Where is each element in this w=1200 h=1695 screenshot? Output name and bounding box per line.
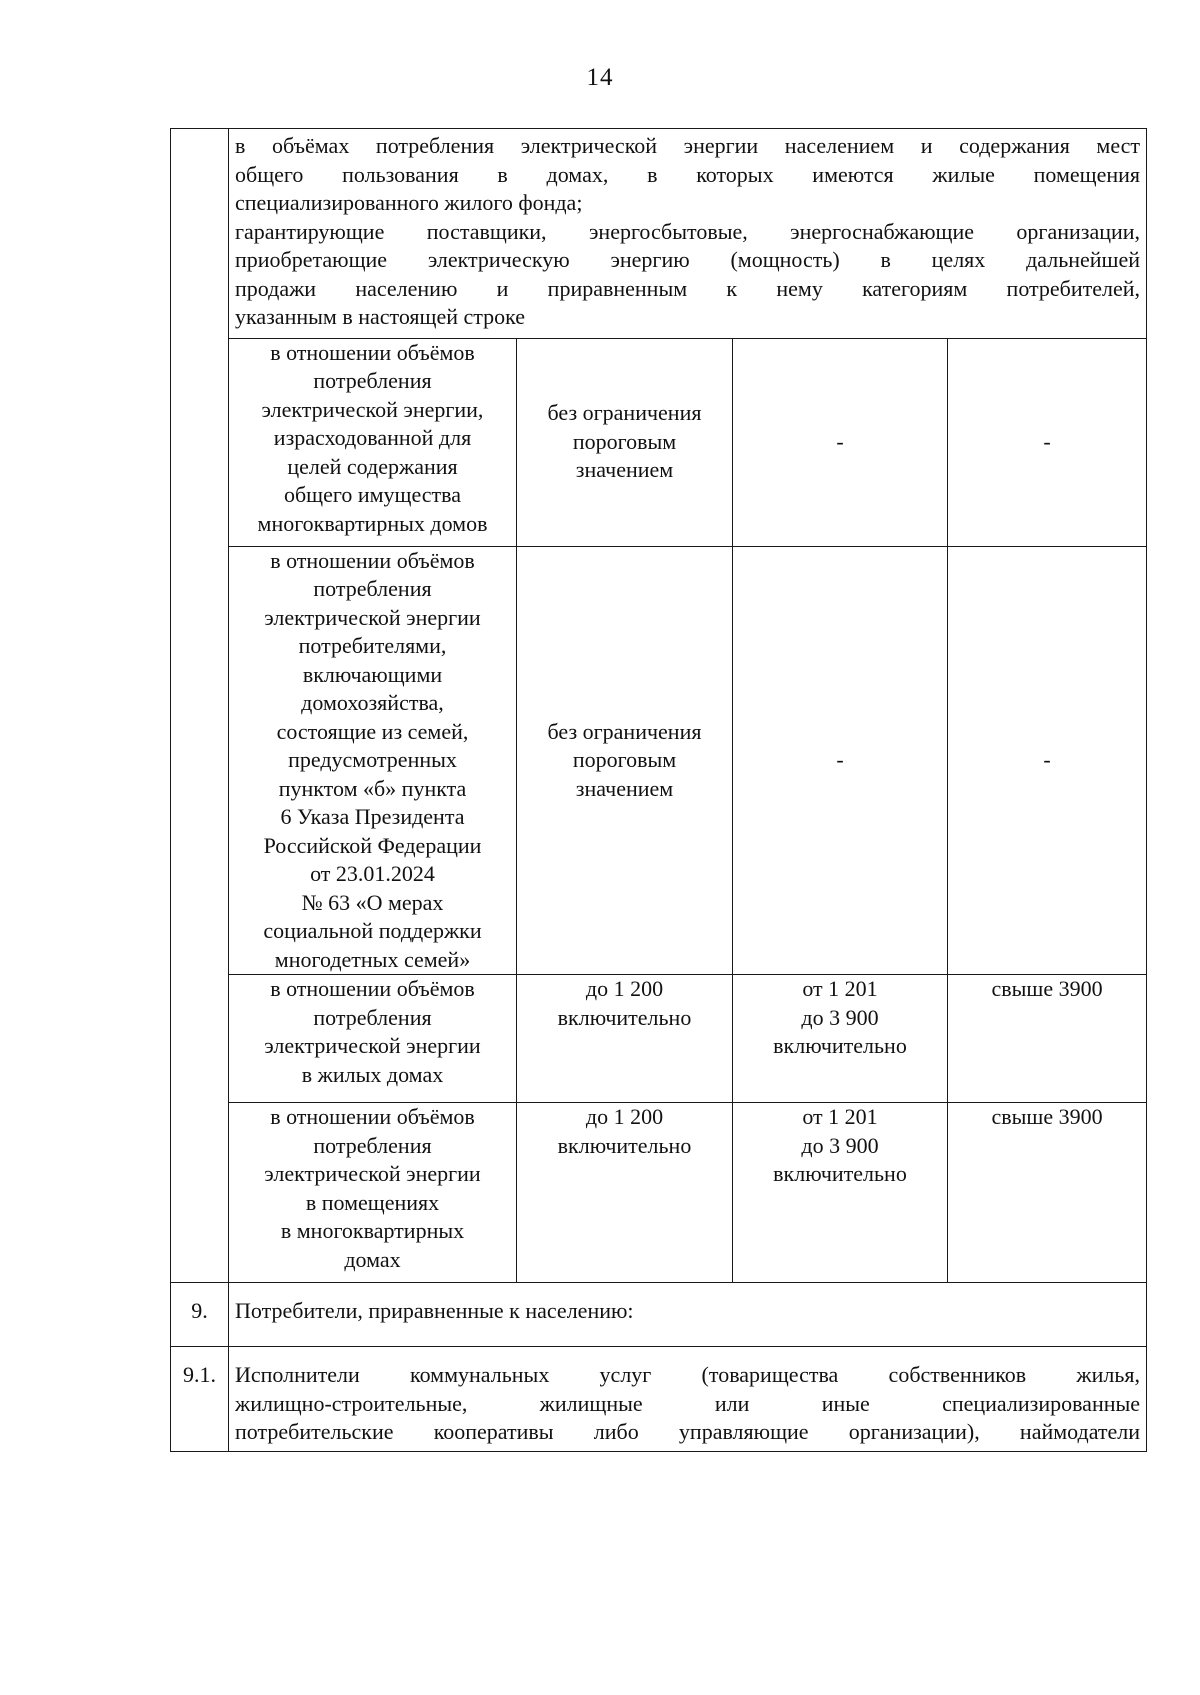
table-row	[171, 546, 1147, 975]
section-line: Исполнители коммунальных услуг (товарищества собственников жилья,	[235, 1362, 1141, 1387]
cell-line: включительно	[557, 1004, 692, 1030]
cell-line: электрической энергии	[264, 1161, 481, 1186]
range1-cell	[517, 338, 733, 546]
intro-line: общего пользования в домах, в которых имеются жилые помещения	[235, 161, 1141, 187]
intro-paragraph	[229, 132, 1146, 332]
cell-line: электрической энергии,	[261, 396, 484, 422]
cell-line: № 63 «О мерах	[301, 889, 444, 915]
cell-line: от 23.01.2024	[310, 861, 435, 886]
section-text-cell	[229, 1347, 1147, 1452]
cell-line: потребителями,	[298, 633, 447, 658]
range2-cell	[733, 338, 948, 546]
range3-cell	[948, 975, 1147, 1103]
range3-cell	[948, 546, 1147, 975]
range2-cell	[733, 1103, 948, 1283]
range1-cell	[517, 546, 733, 975]
cell-line: потребления	[313, 1132, 432, 1158]
cell-line: в отношении объёмов	[270, 1104, 475, 1129]
cell-line: электрической энергии	[264, 604, 481, 630]
cell-line: Российской Федерации	[263, 832, 482, 858]
cell-line: в отношении объёмов	[270, 339, 475, 365]
range3-cell	[948, 1103, 1147, 1283]
table-row	[171, 338, 1147, 546]
cell-line: потребления	[313, 368, 432, 393]
section-paragraph	[229, 1361, 1146, 1447]
cell-line: в отношении объёмов	[270, 976, 475, 1001]
cell-line: до 1 200	[585, 976, 664, 1001]
cell-line: свыше 3900	[991, 1104, 1103, 1129]
cell-line: до 3 900	[801, 1132, 879, 1158]
table-row	[171, 1103, 1147, 1283]
cell-line: пороговым	[572, 428, 677, 454]
range1-cell	[517, 1103, 733, 1283]
cell-line: значением	[575, 775, 674, 801]
cell-line: домах	[344, 1246, 401, 1272]
description-cell	[229, 975, 517, 1103]
cell-line: израсходованной для	[273, 425, 472, 450]
cell-line: включающими	[302, 661, 443, 687]
cell-line: включительно	[557, 1132, 692, 1158]
tariff-table	[170, 128, 1147, 1452]
cell-line: от 1 201	[802, 976, 878, 1001]
range3-cell	[948, 338, 1147, 546]
cell-line: потребления	[313, 576, 432, 601]
cell-line: в отношении объёмов	[270, 547, 475, 573]
cell-line: свыше 3900	[991, 976, 1103, 1001]
section-9-row	[171, 1283, 1147, 1347]
intro-text-cell	[229, 129, 1147, 339]
intro-line: указанным в настоящей строке	[235, 304, 526, 329]
cell-line: в жилых домах	[301, 1061, 444, 1087]
cell-line: включительно	[773, 1161, 907, 1186]
cell-line: предусмотренных	[288, 747, 457, 772]
description-cell	[229, 338, 517, 546]
cell-line: в многоквартирных	[280, 1218, 465, 1243]
intro-line: гарантирующие поставщики, энергосбытовые, энергоснабжающие организации,	[235, 218, 1141, 244]
cell-line: в помещениях	[305, 1189, 440, 1215]
cell-line: без ограничения	[547, 718, 702, 744]
cell-line: общего имущества	[283, 482, 462, 507]
cell-line: -	[1043, 747, 1051, 772]
cell-line: потребления	[313, 1004, 432, 1030]
cell-line: -	[1043, 428, 1051, 454]
row-number-cell-empty	[171, 129, 229, 1283]
cell-line: значением	[575, 457, 674, 483]
table-row	[171, 975, 1147, 1103]
description-cell	[229, 1103, 517, 1283]
section-line: жилищно-строительные, жилищные или иные специализированные	[235, 1390, 1141, 1416]
intro-line: продажи населению и приравненным к нему категориям потребителей,	[235, 275, 1141, 301]
cell-line: -	[836, 747, 844, 772]
section-title: Потребители, приравненные к населению:	[229, 1283, 1147, 1347]
cell-line: до 3 900	[801, 1004, 879, 1030]
section-number: 9.	[171, 1283, 229, 1347]
cell-line: состоящие из семей,	[276, 718, 469, 744]
cell-line: без ограничения	[547, 400, 702, 426]
intro-row	[171, 129, 1147, 339]
cell-line: -	[836, 428, 844, 454]
cell-line: пунктом «б» пункта	[278, 775, 467, 801]
description-cell	[229, 546, 517, 975]
cell-line: многодетных семей»	[274, 946, 471, 972]
section-line: потребительские кооперативы либо управляющие организации), наймодатели	[235, 1419, 1141, 1444]
cell-line: домохозяйства,	[301, 690, 444, 715]
intro-line: в объёмах потребления электрической энергии населением и содержания мест	[235, 133, 1141, 158]
cell-line: многоквартирных домов	[257, 510, 488, 536]
cell-line: пороговым	[572, 747, 677, 772]
intro-line: приобретающие электрическую энергию (мощность) в целях дальнейшей	[235, 247, 1141, 272]
cell-line: электрической энергии	[264, 1033, 481, 1058]
cell-line: включительно	[773, 1033, 907, 1058]
section-9-1-row	[171, 1347, 1147, 1452]
range1-cell	[517, 975, 733, 1103]
cell-line: целей содержания	[287, 453, 458, 479]
cell-line: от 1 201	[802, 1104, 878, 1129]
range2-cell	[733, 546, 948, 975]
section-number: 9.1.	[171, 1347, 229, 1452]
range2-cell	[733, 975, 948, 1103]
cell-line: социальной поддержки	[263, 918, 482, 943]
intro-line: специализированного жилого фонда;	[235, 190, 583, 215]
cell-line: 6 Указа Президента	[280, 804, 465, 829]
page-number: 14	[586, 64, 614, 91]
cell-line: до 1 200	[585, 1104, 664, 1129]
